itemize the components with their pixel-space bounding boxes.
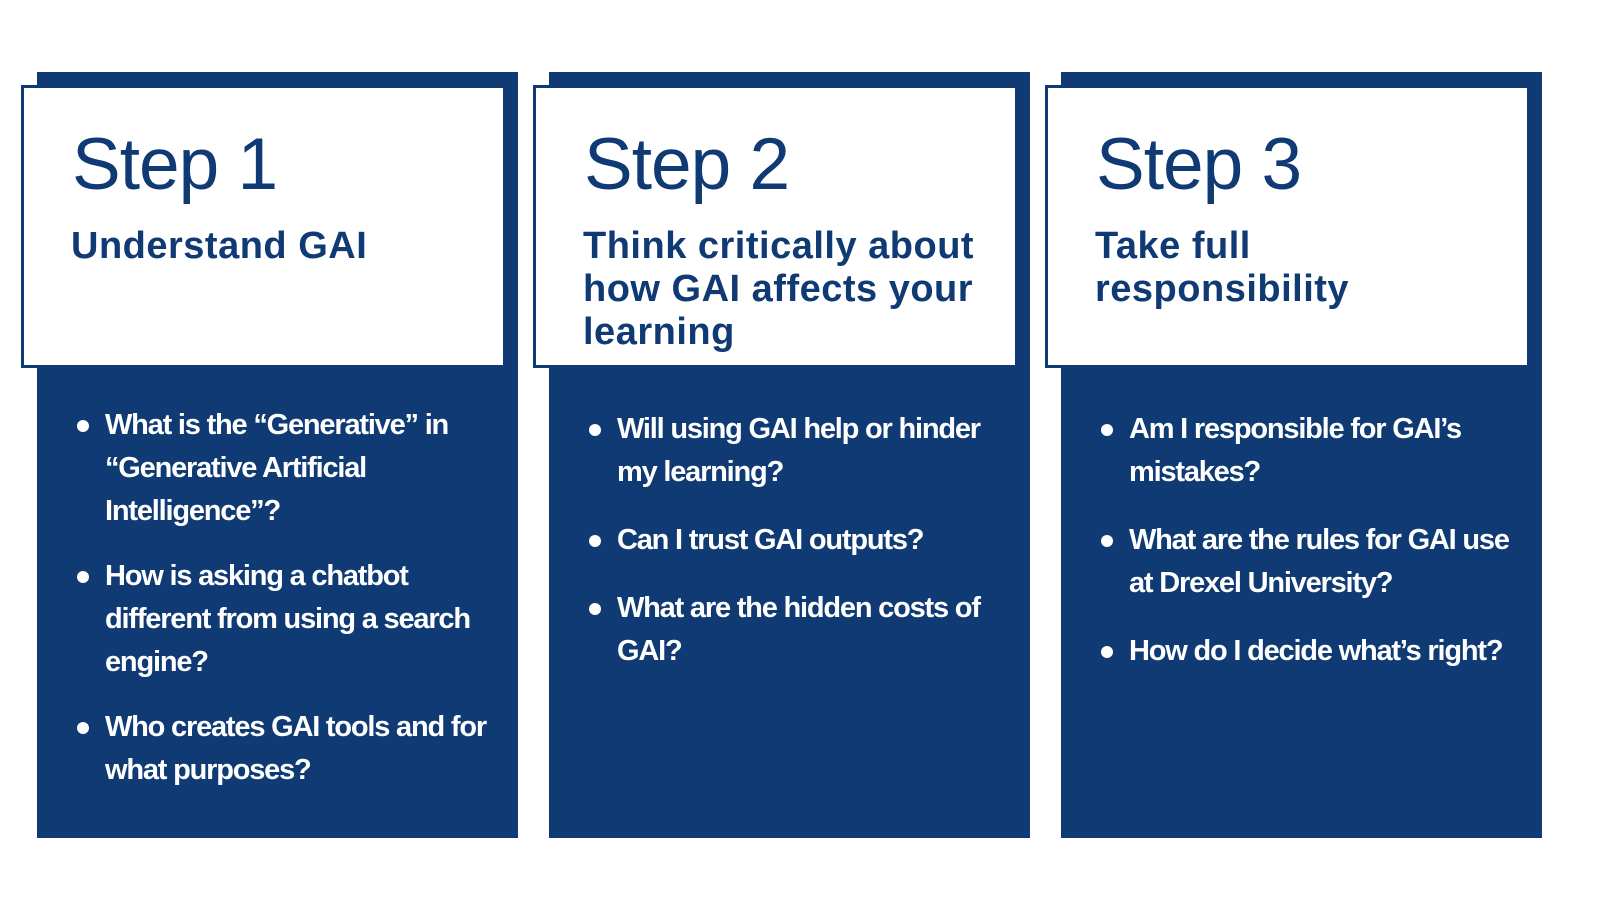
list-item	[1101, 630, 1531, 673]
list-item	[77, 555, 507, 684]
step-3-title: Take full responsibility	[1095, 225, 1350, 310]
question-text: Will using GAI help or hinder my learning?	[617, 413, 980, 488]
step-1-card	[21, 72, 518, 838]
step-1-header	[21, 85, 506, 368]
bullet-icon	[1101, 646, 1113, 658]
question-text: What is the “Generative” in “Generative Artificial Intelligence”?	[105, 409, 449, 527]
list-item	[77, 404, 507, 533]
step-1-title: Understand GAI	[71, 225, 368, 267]
step-1-question-list	[77, 404, 507, 814]
question-text: What are the rules for GAI use at Drexel University?	[1129, 524, 1509, 599]
list-item	[77, 706, 507, 792]
question-text: Can I trust GAI outputs?	[617, 524, 924, 556]
bullet-icon	[77, 420, 89, 432]
bullet-icon	[589, 535, 601, 547]
step-3-question-list	[1101, 408, 1531, 698]
list-item	[589, 519, 1019, 562]
bullet-icon	[589, 603, 601, 615]
step-3-card	[1045, 72, 1542, 838]
question-text: How do I decide what’s right?	[1129, 635, 1503, 667]
list-item	[1101, 408, 1531, 494]
question-text: How is asking a chatbot different from using a search engine?	[105, 560, 470, 678]
question-text: Who creates GAI tools and for what purposes?	[105, 711, 486, 786]
list-item	[589, 587, 1019, 673]
step-2-question-list	[589, 408, 1019, 698]
step-2-header	[533, 85, 1018, 368]
step-2-title: Think critically about how GAI affects your learning	[583, 225, 975, 353]
step-1-number: Step 1	[72, 124, 278, 205]
bullet-icon	[1101, 535, 1113, 547]
bullet-icon	[1101, 424, 1113, 436]
step-3-number: Step 3	[1096, 124, 1302, 205]
step-3-header	[1045, 85, 1530, 368]
list-item	[1101, 519, 1531, 605]
question-text: What are the hidden costs of GAI?	[617, 592, 980, 667]
question-text: Am I responsible for GAI’s mistakes?	[1129, 413, 1461, 488]
step-2-card	[533, 72, 1030, 838]
list-item	[589, 408, 1019, 494]
bullet-icon	[77, 722, 89, 734]
bullet-icon	[77, 571, 89, 583]
bullet-icon	[589, 424, 601, 436]
step-2-number: Step 2	[584, 124, 790, 205]
